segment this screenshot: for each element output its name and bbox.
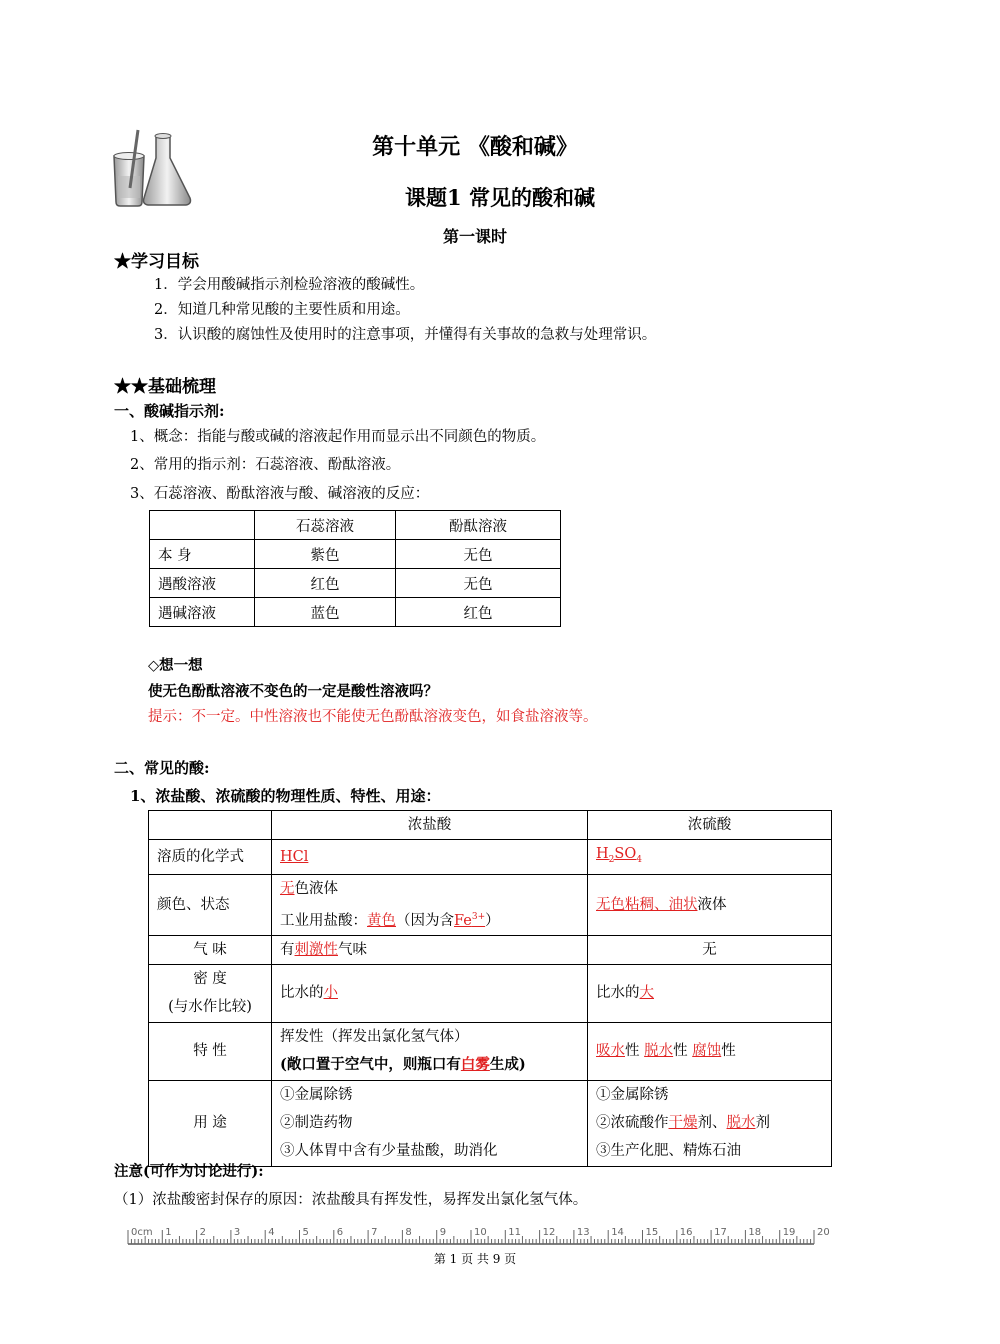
table-cell: 无 [588,935,832,964]
unit-title: 第十单元 《酸和碱》 [372,134,578,160]
table-cell: 无色 [396,569,561,598]
formula-sub: 4 [636,854,642,865]
text: 生成) [489,1056,526,1074]
lesson-title: 课题1 常见的酸和碱 [405,185,595,210]
dehydrating: 脱水 [644,1043,674,1060]
greater: 大 [639,985,654,1002]
ruler-label: 18 [748,1227,762,1238]
text: (与水作比较) [168,999,252,1016]
section1-title: 一、酸碱指示剂: [114,402,225,420]
basics-item: 3、石蕊溶液、酚酞溶液与酸、碱溶液的反应： [130,486,430,502]
text: 色液体 [294,880,338,897]
table-cell [588,874,832,935]
ruler-label: 10 [474,1227,487,1238]
ruler-label: 19 [782,1227,796,1238]
text: 性 [625,1043,645,1060]
table-row [149,935,832,964]
hcl-formula: HCl [280,848,309,865]
ruler-label: 5 [302,1227,309,1238]
table-cell: 气 味 [149,935,272,964]
pungent: 刺激性 [294,941,338,958]
table-cell [272,1080,588,1166]
ruler-label: 2 [199,1227,206,1238]
ruler-label: 6 [336,1227,344,1238]
table-cell [272,1022,588,1080]
section2-title: 二、常见的酸: [114,759,210,777]
ruler-label: 12 [542,1227,556,1238]
note-item: （1）浓盐酸密封保存的原因：浓盐酸具有挥发性，易挥发出氯化氢气体。 [114,1192,588,1208]
table-row [149,1080,832,1166]
indicator-table [149,510,561,627]
text: 比水的 [596,985,640,1002]
ruler-label: 13 [576,1227,590,1238]
objectives-heading: ★学习目标 [114,252,199,272]
colorless: 无 [280,880,295,897]
corrosive: 腐蚀 [692,1043,722,1060]
ruler-label: 11 [508,1227,522,1238]
ruler-label: 0cm [131,1227,153,1238]
table-cell [149,811,272,840]
ruler-label: 7 [371,1227,378,1238]
table-row [150,569,561,598]
formula-part: SO [614,846,637,862]
h2so4-formula [596,846,642,865]
table-row [150,511,561,540]
ruler-label: 20 [817,1227,830,1238]
table-cell: 溶质的化学式 [149,840,272,875]
table-cell: 遇碱溶液 [150,598,255,627]
table-header: 浓盐酸 [272,811,588,840]
objective-item: 3．认识酸的腐蚀性及使用时的注意事项，并懂得有关事故的急救与处理常识。 [154,327,657,343]
table-row [149,964,832,1022]
text: ②浓硫酸作 [596,1115,669,1132]
ruler-label: 1 [165,1227,172,1238]
objective-item: 2．知道几种常见酸的主要性质和用途。 [154,302,410,318]
table-cell [149,964,272,1022]
table-cell: 用 途 [149,1080,272,1166]
table-row [149,811,832,840]
text: ） [485,912,500,929]
text: ①金属除锈 [280,1087,353,1104]
ruler-label: 8 [405,1227,412,1238]
table-cell: 红色 [396,598,561,627]
ruler-label: 16 [679,1227,693,1238]
text: 挥发性（挥发出氯化氢气体） [280,1029,469,1046]
table-cell: 无色 [396,540,561,569]
table-cell: 特 性 [149,1022,272,1080]
table-row [150,598,561,627]
water-absorbing: 吸水 [596,1043,625,1060]
ruler [124,1224,830,1250]
acids-subtitle: 1、浓盐酸、浓硫酸的物理性质、特性、用途： [130,787,441,805]
page-footer: 第 1 页 共 9 页 [433,1252,517,1266]
text: Fe [454,912,472,929]
period-title: 第一课时 [442,227,507,246]
basics-item: 1、概念：指能与酸或碱的溶液起作用而显示出不同颜色的物质。 [130,429,546,445]
yellow: 黄色 [367,912,396,929]
table-cell: 紫色 [255,540,396,569]
text: 剂 [755,1115,770,1132]
think-question: 使无色酚酞溶液不变色的一定是酸性溶液吗？ [148,683,438,700]
text: 性 [673,1043,693,1060]
text: （因为含 [396,912,454,929]
table-cell [588,964,832,1022]
table-cell [588,1022,832,1080]
text: 有 [446,1056,461,1074]
ruler-label: 15 [645,1227,659,1238]
drying: 干燥 [668,1115,698,1132]
text: 液体 [697,896,727,913]
table-cell: 遇酸溶液 [150,569,255,598]
table-cell [150,511,255,540]
less: 小 [323,985,338,1002]
charge: 3+ [471,911,486,922]
text: 有 [280,941,295,958]
text: ②制造药物 [280,1115,353,1132]
text: ③人体胃中含有少量盐酸，助消化 [280,1143,498,1160]
table-cell: 红色 [255,569,396,598]
table-row [149,1022,832,1080]
formula-sub: 2 [608,854,615,865]
text: (敞口置于空气中，则瓶口 [280,1056,447,1074]
table-cell [272,874,588,935]
table-cell [272,935,588,964]
note-heading: 注意(可作为讨论进行): [114,1163,264,1180]
table-cell: 颜色、状态 [149,874,272,935]
table-cell [588,840,832,875]
text: 比水的 [280,985,324,1002]
objective-item: 1．学会用酸碱指示剂检验溶液的酸碱性。 [154,277,425,293]
basics-heading: ★★基础梳理 [114,377,216,397]
think-hint: 提示：不一定。中性溶液也不能使无色酚酞溶液变色，如食盐溶液等。 [148,709,598,725]
fe-ion [454,913,485,929]
think-heading: ◇想一想 [148,657,203,674]
formula-part: H [596,846,609,862]
ruler-label: 3 [233,1227,241,1238]
table-cell [588,1080,832,1166]
dehydration: 脱水 [726,1115,756,1132]
table-header: 酚酞溶液 [396,511,561,540]
text: 气味 [338,941,367,958]
table-cell [272,964,588,1022]
table-cell [272,840,588,875]
table-row [149,874,832,935]
text: ③生产化肥、精炼石油 [596,1143,741,1160]
ruler-label: 17 [714,1227,727,1238]
table-header: 浓硫酸 [588,811,832,840]
text: 密 度 [193,971,227,988]
table-row [149,840,832,875]
ruler-label: 9 [439,1227,447,1238]
table-cell: 蓝色 [255,598,396,627]
text: ①金属除锈 [596,1087,669,1104]
table-cell: 本 身 [150,540,255,569]
acids-table [148,810,832,1167]
text: 性 [721,1043,736,1060]
white-mist: 白雾 [460,1056,490,1074]
basics-item: 2、常用的指示剂：石蕊溶液、酚酞溶液。 [130,457,401,473]
ruler-label: 4 [268,1227,275,1238]
table-header: 石蕊溶液 [255,511,396,540]
oily: 无色粘稠、油状 [596,896,698,913]
table-row [150,540,561,569]
ruler-label: 14 [611,1227,624,1238]
text: 工业用盐酸： [280,912,367,929]
text: 剂、 [697,1115,727,1132]
